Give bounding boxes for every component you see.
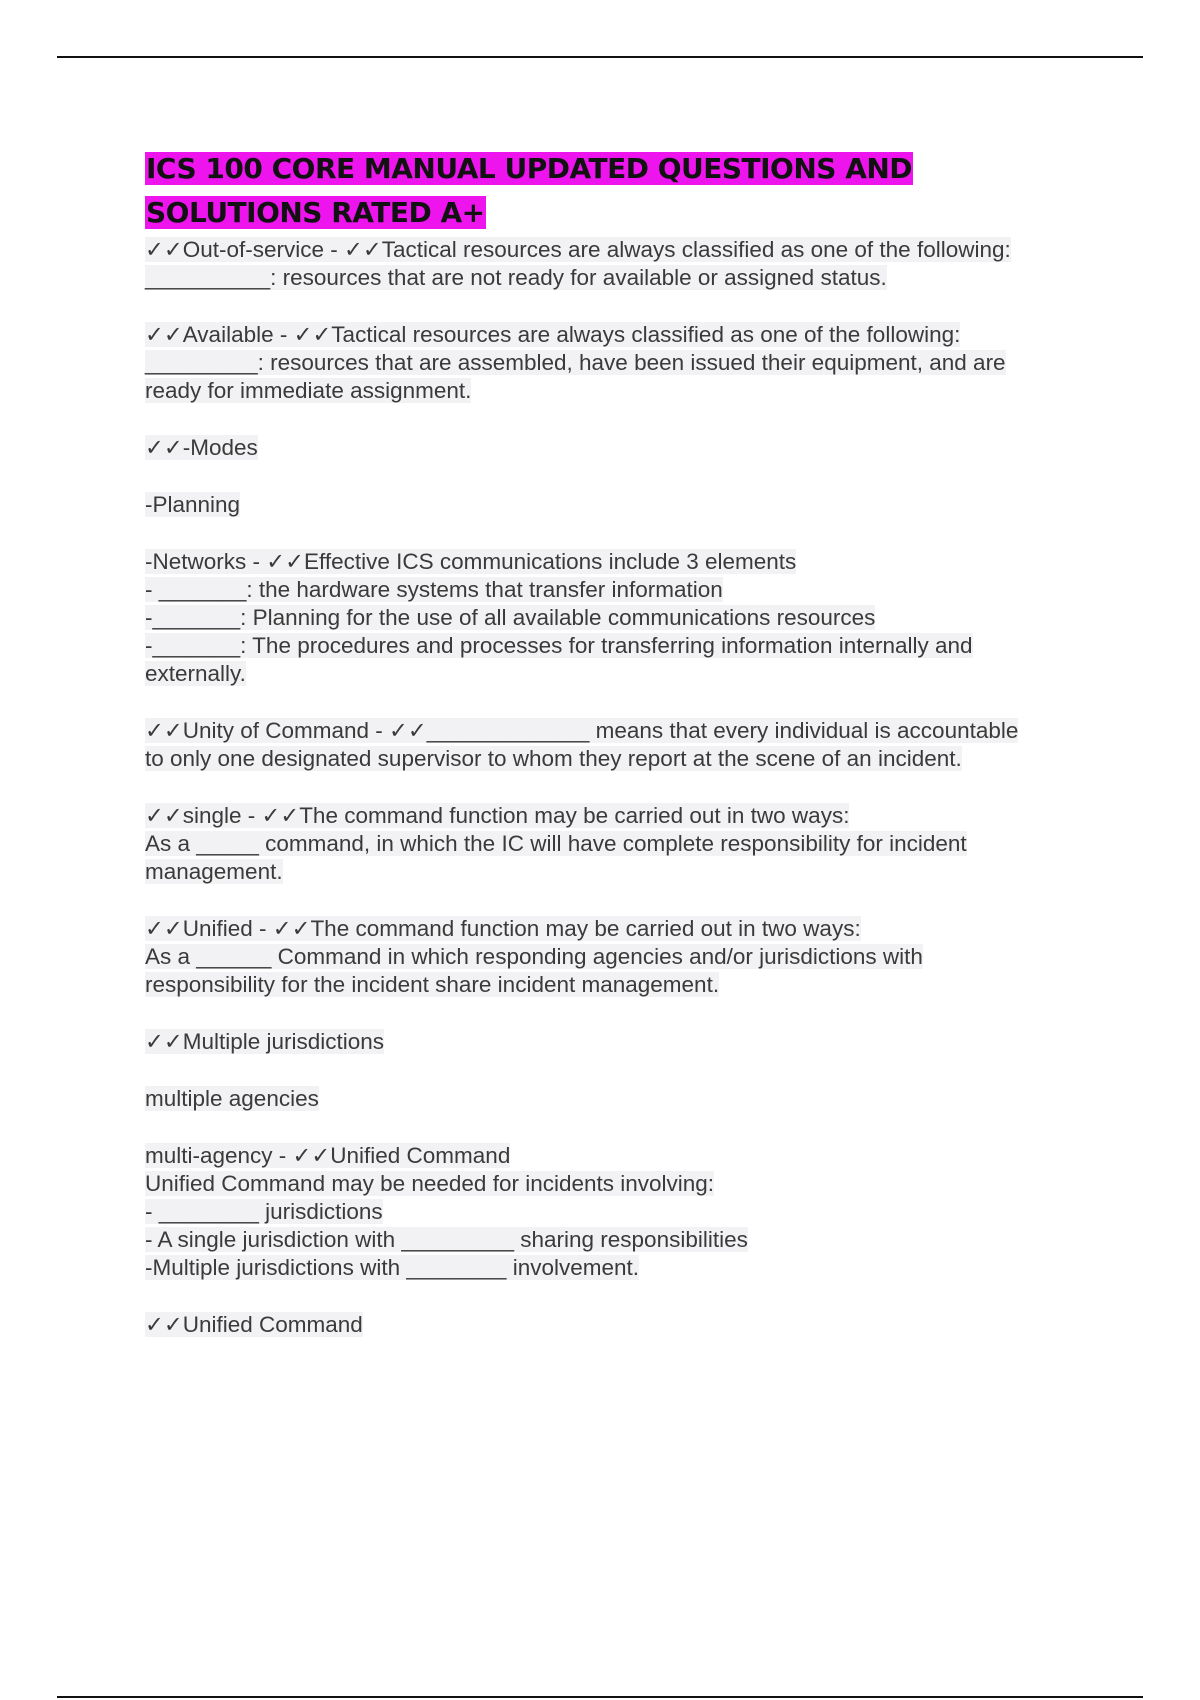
- entry-line-text: to only one designated supervisor to whom they report at the scene of an incident.: [145, 746, 962, 771]
- entry-line-text: As a ______ Command in which responding agencies and/or jurisdictions with: [145, 944, 923, 969]
- title-line-1: ICS 100 CORE MANUAL UPDATED QUESTIONS AND: [146, 152, 913, 185]
- entry-line-text: - ________ jurisdictions: [145, 1199, 383, 1224]
- entry-line-text: _________: resources that are assembled, have been issued their equipment, and are: [145, 350, 1006, 375]
- entry-line: [145, 377, 1085, 405]
- entry-line: [145, 1226, 1085, 1254]
- entry-line: [145, 604, 1085, 632]
- entry-line: [145, 434, 1085, 462]
- flashcard-entry: [145, 717, 1085, 773]
- entry-line: [145, 264, 1085, 292]
- flashcard-entry: [145, 802, 1085, 886]
- entry-line: [145, 236, 1085, 264]
- flashcard-entry: [145, 548, 1085, 688]
- flashcard-entry: [145, 1311, 1085, 1339]
- flashcard-list: [145, 236, 1085, 1339]
- entry-line-text: ✓✓Unified Command: [145, 1312, 363, 1337]
- flashcard-entry: [145, 321, 1085, 405]
- entry-line-text: ✓✓Unity of Command - ✓✓_____________ means that every individual is accountable: [145, 718, 1019, 743]
- document-title: [145, 147, 1085, 235]
- entry-line: [145, 745, 1085, 773]
- entry-line: [145, 1085, 1085, 1113]
- entry-line-text: externally.: [145, 661, 246, 686]
- entry-line: [145, 802, 1085, 830]
- entry-line-text: - A single jurisdiction with _________ sharing responsibilities: [145, 1227, 748, 1252]
- entry-line-text: ready for immediate assignment.: [145, 378, 472, 403]
- entry-line: [145, 349, 1085, 377]
- entry-line: [145, 858, 1085, 886]
- entry-line: [145, 491, 1085, 519]
- entry-line-text: ✓✓Out-of-service - ✓✓Tactical resources are always classified as one of the following:: [145, 237, 1011, 262]
- flashcard-entry: [145, 434, 1085, 462]
- entry-line-text: -Multiple jurisdictions with ________ involvement.: [145, 1255, 640, 1280]
- entry-line-text: Unified Command may be needed for incidents involving:: [145, 1171, 715, 1196]
- flashcard-entry: [145, 236, 1085, 292]
- entry-line: [145, 717, 1085, 745]
- entry-line-text: ✓✓Multiple jurisdictions: [145, 1029, 385, 1054]
- document-body: [145, 147, 1085, 1368]
- entry-line-text: ✓✓Unified - ✓✓The command function may be carried out in two ways:: [145, 916, 861, 941]
- entry-line-text: - _______: the hardware systems that transfer information: [145, 577, 723, 602]
- entry-line: [145, 1311, 1085, 1339]
- entry-line-text: -Networks - ✓✓Effective ICS communications include 3 elements: [145, 549, 797, 574]
- entry-line: [145, 321, 1085, 349]
- entry-line: [145, 971, 1085, 999]
- entry-line-text: As a _____ command, in which the IC will have complete responsibility for incident: [145, 831, 967, 856]
- entry-line-text: ✓✓Available - ✓✓Tactical resources are always classified as one of the following:: [145, 322, 961, 347]
- entry-line: [145, 943, 1085, 971]
- entry-line: [145, 1028, 1085, 1056]
- flashcard-entry: [145, 491, 1085, 519]
- flashcard-entry: [145, 1142, 1085, 1282]
- entry-line-text: -Planning: [145, 492, 241, 517]
- entry-line: [145, 576, 1085, 604]
- entry-line-text: multiple agencies: [145, 1086, 319, 1111]
- entry-line-text: ✓✓single - ✓✓The command function may be carried out in two ways:: [145, 803, 850, 828]
- entry-line-text: -_______: The procedures and processes for transferring information internally and: [145, 633, 973, 658]
- entry-line-text: management.: [145, 859, 283, 884]
- entry-line-text: -_______: Planning for the use of all available communications resources: [145, 605, 876, 630]
- title-line-2: SOLUTIONS RATED A+: [146, 196, 485, 229]
- entry-line: [145, 1142, 1085, 1170]
- entry-line: [145, 548, 1085, 576]
- entry-line: [145, 830, 1085, 858]
- flashcard-entry: [145, 915, 1085, 999]
- entry-line-text: multi-agency - ✓✓Unified Command: [145, 1143, 511, 1168]
- bottom-rule: [57, 1696, 1143, 1698]
- entry-line: [145, 915, 1085, 943]
- top-rule: [57, 56, 1143, 58]
- entry-line-text: responsibility for the incident share incident management.: [145, 972, 720, 997]
- entry-line-text: ✓✓-Modes: [145, 435, 258, 460]
- entry-line: [145, 1198, 1085, 1226]
- entry-line: [145, 1254, 1085, 1282]
- flashcard-entry: [145, 1028, 1085, 1056]
- entry-line: [145, 1170, 1085, 1198]
- flashcard-entry: [145, 1085, 1085, 1113]
- entry-line: [145, 660, 1085, 688]
- entry-line-text: __________: resources that are not ready for available or assigned status.: [145, 265, 887, 290]
- entry-line: [145, 632, 1085, 660]
